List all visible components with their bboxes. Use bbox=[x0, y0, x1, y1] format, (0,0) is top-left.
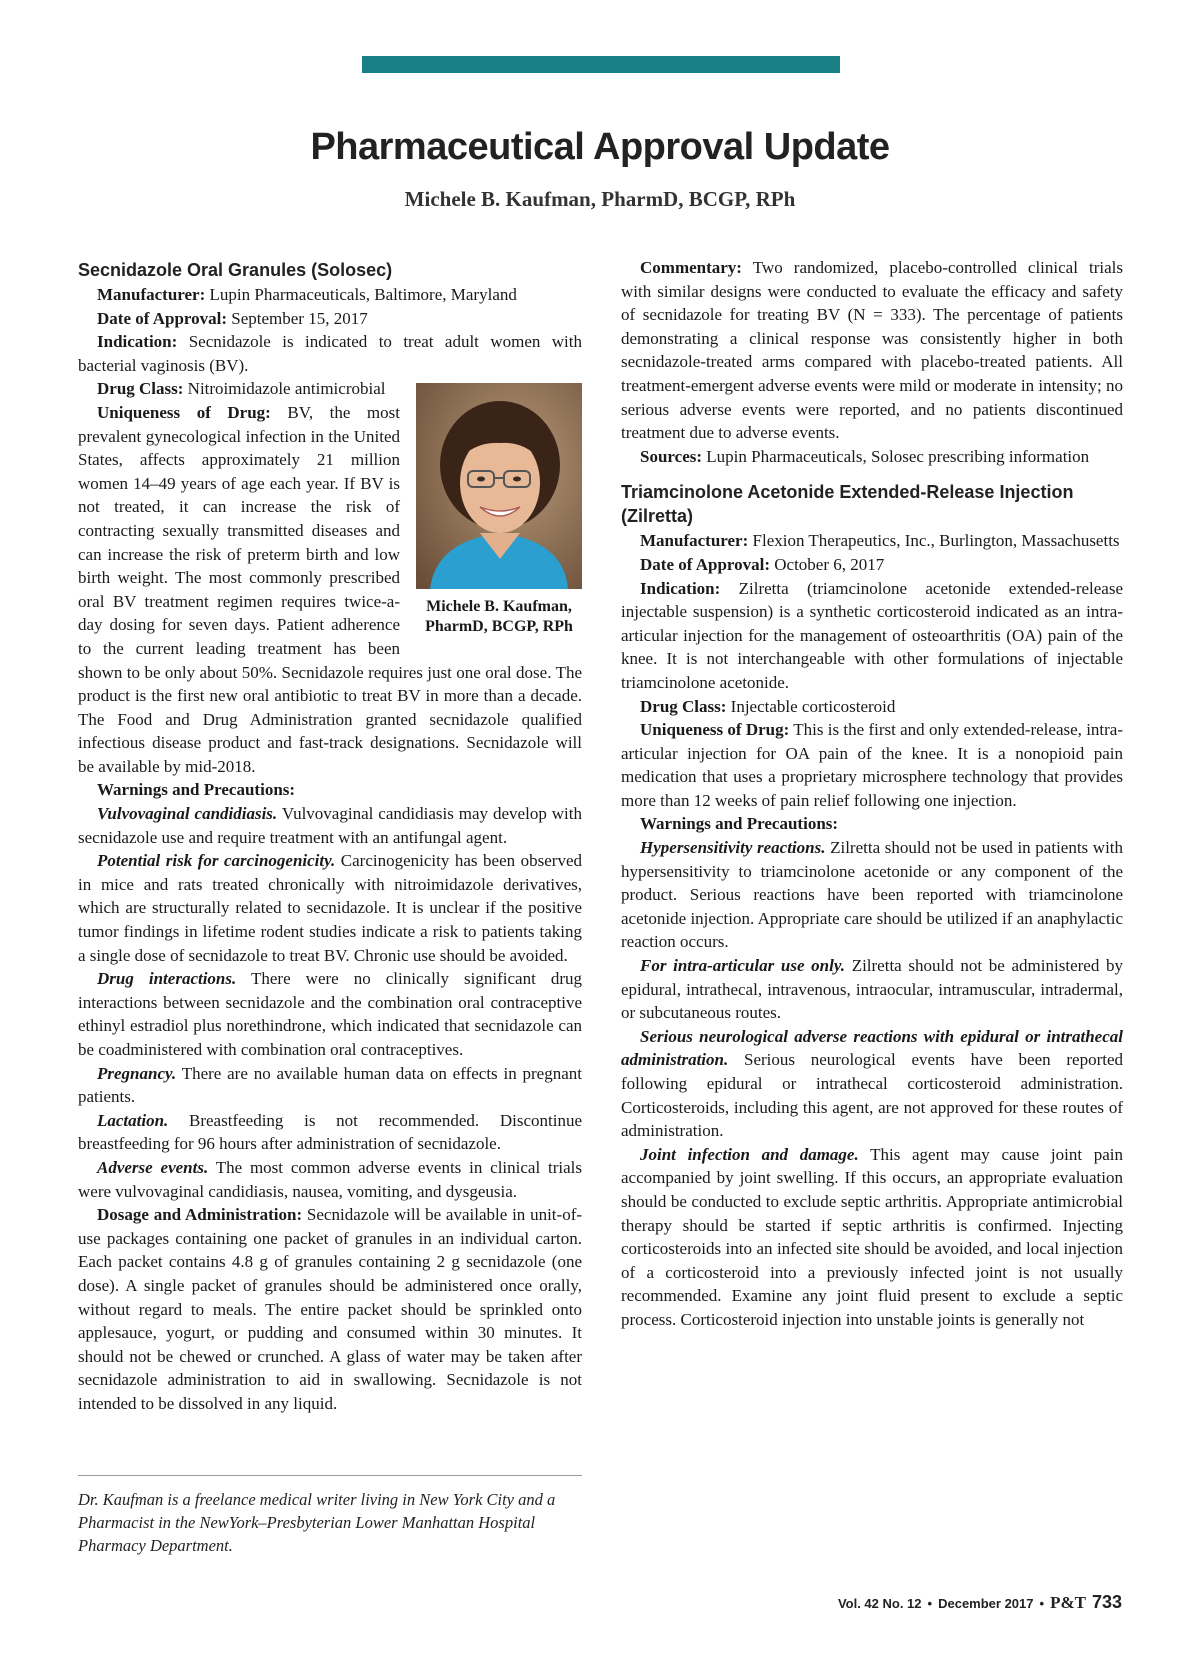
drug1-class: Drug Class: Nitroimidazole antimicrobial bbox=[97, 379, 386, 399]
folio-issue: Vol. 42 No. 12 bbox=[837, 1596, 922, 1611]
right-column bbox=[621, 256, 1123, 1332]
folio-journal: P&T bbox=[1050, 1593, 1086, 1612]
drug2-warnings-label: Warnings and Precautions: bbox=[640, 814, 839, 834]
drug1-dosage: Dosage and Administration: Secnidazole will be available in unit-of-use packages containing one packet of granules in an individual carton. Each packet contains 4.8 g of granules containing 2 g secnidazole (one dose). A single packet of granules should be administered once orally, without regard to meals. The entire packet should be sprinkled onto applesauce, yogurt, or pudding and consumed within 30 minutes. It should not be chewed or crunched. A glass of water may be taken after secnidazole administration to aid in swallowing. Secnidazole is not intended to be dissolved in any liquid. bbox=[78, 1205, 583, 1413]
left-column bbox=[78, 258, 582, 1416]
author-byline: Michele B. Kaufman, PharmD, BCGP, RPh bbox=[404, 187, 796, 211]
author-photo-figure bbox=[416, 383, 582, 637]
drug1-sources: Sources: Lupin Pharmaceuticals, Solosec prescribing information bbox=[640, 446, 1090, 466]
page-number: 733 bbox=[1091, 1592, 1122, 1612]
drug1-warning-interactions: Drug interactions. There were no clinically significant drug interactions between secnidazole and the combination oral contraceptive ethinyl estradiol plus norethindrone, which indicated that secnidazole can be coadministered with combination oral contraceptives. bbox=[78, 969, 582, 1059]
drug1-manufacturer: Manufacturer: Lupin Pharmaceuticals, Baltimore, Maryland bbox=[97, 285, 517, 304]
drug1-warning-lactation: Lactation. Breastfeeding is not recommended. Discontinue breastfeeding for 96 hours after administration of secnidazole. bbox=[78, 1110, 582, 1154]
drug2-warning-hypersensitivity: Hypersensitivity reactions. Zilretta should not be used in patients with hypersensitivity to triamcinolone acetonide or any component of the product. Serious reactions have been reported with triamcinolone acetonide injection. Appropriate care should be utilized if an anaphylactic reaction occurs. bbox=[621, 838, 1124, 952]
drug2-uniqueness: Uniqueness of Drug: This is the first and only extended-release, intra-articular injection for OA pain of the knee. It is a nonopioid pain medication that uses a proprietary microsphere technology that provides more than 12 weeks of pain relief following one injection. bbox=[621, 720, 1124, 810]
folio-month: December 2017 bbox=[938, 1596, 1034, 1611]
drug2-warning-neurological: Serious neurological adverse reactions with epidural or intrathecal administration. Serious neurological events have been reported following epidural or intrathecal corticosteroid administration. Corticosteroids, including this agent, are not approved for these routes of administration. bbox=[621, 1026, 1124, 1141]
author-portrait-image bbox=[416, 383, 582, 589]
drug1-uniqueness: Uniqueness of Drug: BV, the most prevalent gynecological infection in the United States, affects approximately 21 million women 14–49 years of age each year. If BV is not treated, it can increase the risk of contracting sexually transmitted diseases and can increase the risk of preterm birth and low birth weight. The most commonly prescribed oral BV treatment regimen requires twice-a-day dosing for seven days. Patient adherence to the current leading treatment has been shown to be only about 50%. Secnidazole requires just one oral dose. The product is the first new oral antibiotic to treat BV in more than a decade. The Food and Drug Administration granted secnidazole qualified infectious disease product and fast-track designations. Secnidazole will be available by mid-2018. bbox=[78, 402, 582, 776]
page-title: Pharmaceutical Approval Update bbox=[310, 126, 890, 168]
drug1-heading: Secnidazole Oral Granules (Solosec) bbox=[78, 260, 393, 280]
header-accent-bar bbox=[362, 56, 840, 73]
drug1-warning-pregnancy: Pregnancy. There are no available human data on effects in pregnant patients. bbox=[78, 1063, 582, 1107]
author-photo bbox=[416, 383, 582, 589]
page-folio: Vol. 42 No. 12 • December 2017 • P&T 733 bbox=[837, 1592, 1122, 1612]
drug2-date: Date of Approval: October 6, 2017 bbox=[640, 554, 885, 574]
drug1-date: Date of Approval: September 15, 2017 bbox=[97, 308, 368, 328]
author-footnote: Dr. Kaufman is a freelance medical writer living in New York City and a Pharmacist in the NewYork–Presbyterian Lower Manhattan Hospital Pharmacy Department. bbox=[78, 1475, 582, 1557]
drug2-warning-intra-articular: For intra-articular use only. Zilretta should not be administered by epidural, intrathecal, intravenous, intraocular, intramuscular, intradermal, or subcutaneous routes. bbox=[621, 956, 1123, 1023]
drug1-warning-carcinogenicity: Potential risk for carcinogenicity. Carcinogenicity has been observed in mice and rats treated chronically with nitroimidazole derivatives, which are structurally related to secnidazole. It is unclear if the positive tumor findings in lifetime rodent studies indicate a risk to patients taking a single dose of secnidazole to treat BV. Chronic use should be avoided. bbox=[78, 851, 582, 965]
drug1-warning-adverse: Adverse events. The most common adverse events in clinical trials were vulvovaginal candidiasis, nausea, vomiting, and dysgeusia. bbox=[78, 1157, 582, 1201]
drug2-indication: Indication: Zilretta (triamcinolone acetonide extended-release injectable suspension) is a synthetic corticosteroid indicated as an intra-articular injection for the management of osteoarthritis (OA) pain of the knee. It is not interchangeable with other formulations of injectable triamcinolone acetonide. bbox=[621, 578, 1124, 692]
drug2-class: Drug Class: Injectable corticosteroid bbox=[640, 696, 896, 716]
drug1-warning-candidiasis: Vulvovaginal candidiasis. Vulvovaginal candidiasis may develop with secnidazole use and require treatment with an antifungal agent. bbox=[78, 804, 582, 847]
photo-caption: Michele B. Kaufman, PharmD, BCGP, RPh bbox=[425, 598, 573, 636]
drug2-manufacturer: Manufacturer: Flexion Therapeutics, Inc., Burlington, Massachusetts bbox=[640, 531, 1120, 551]
drug2-warning-joint-infection: Joint infection and damage. This agent may cause joint pain accompanied by joint swelling. If this occurs, an appropriate evaluation should be conducted to exclude septic arthritis. Appropriate antimicrobial therapy should be started if septic arthritis is confirmed. Injecting corticosteroids into an infected site should be avoided, and local injection of a corticosteroid into a previously infected joint is not usually recommended. Examine any joint fluid present to exclude a septic process. Corticosteroid injection into unstable joints is generally not bbox=[621, 1144, 1123, 1329]
drug2-heading: Triamcinolone Acetonide Extended-Release Injection (Zilretta) bbox=[621, 482, 1074, 527]
drug1-commentary: Commentary: Two randomized, placebo-controlled clinical trials with similar designs were conducted to evaluate the efficacy and safety of secnidazole for treating BV (N = 333). The percentage of patients demonstrating a clinical response was consistently higher in both secnidazole-treated arms compared with placebo-treated patients. All treatment-emergent adverse events were mild or moderate in intensity; no serious adverse events were reported, and no patients discontinued treatment due to adverse events. bbox=[621, 258, 1123, 443]
drug1-warnings-label: Warnings and Precautions: bbox=[97, 780, 296, 800]
drug1-indication: Indication: Secnidazole is indicated to treat adult women with bacterial vaginosis (BV). bbox=[78, 332, 582, 375]
